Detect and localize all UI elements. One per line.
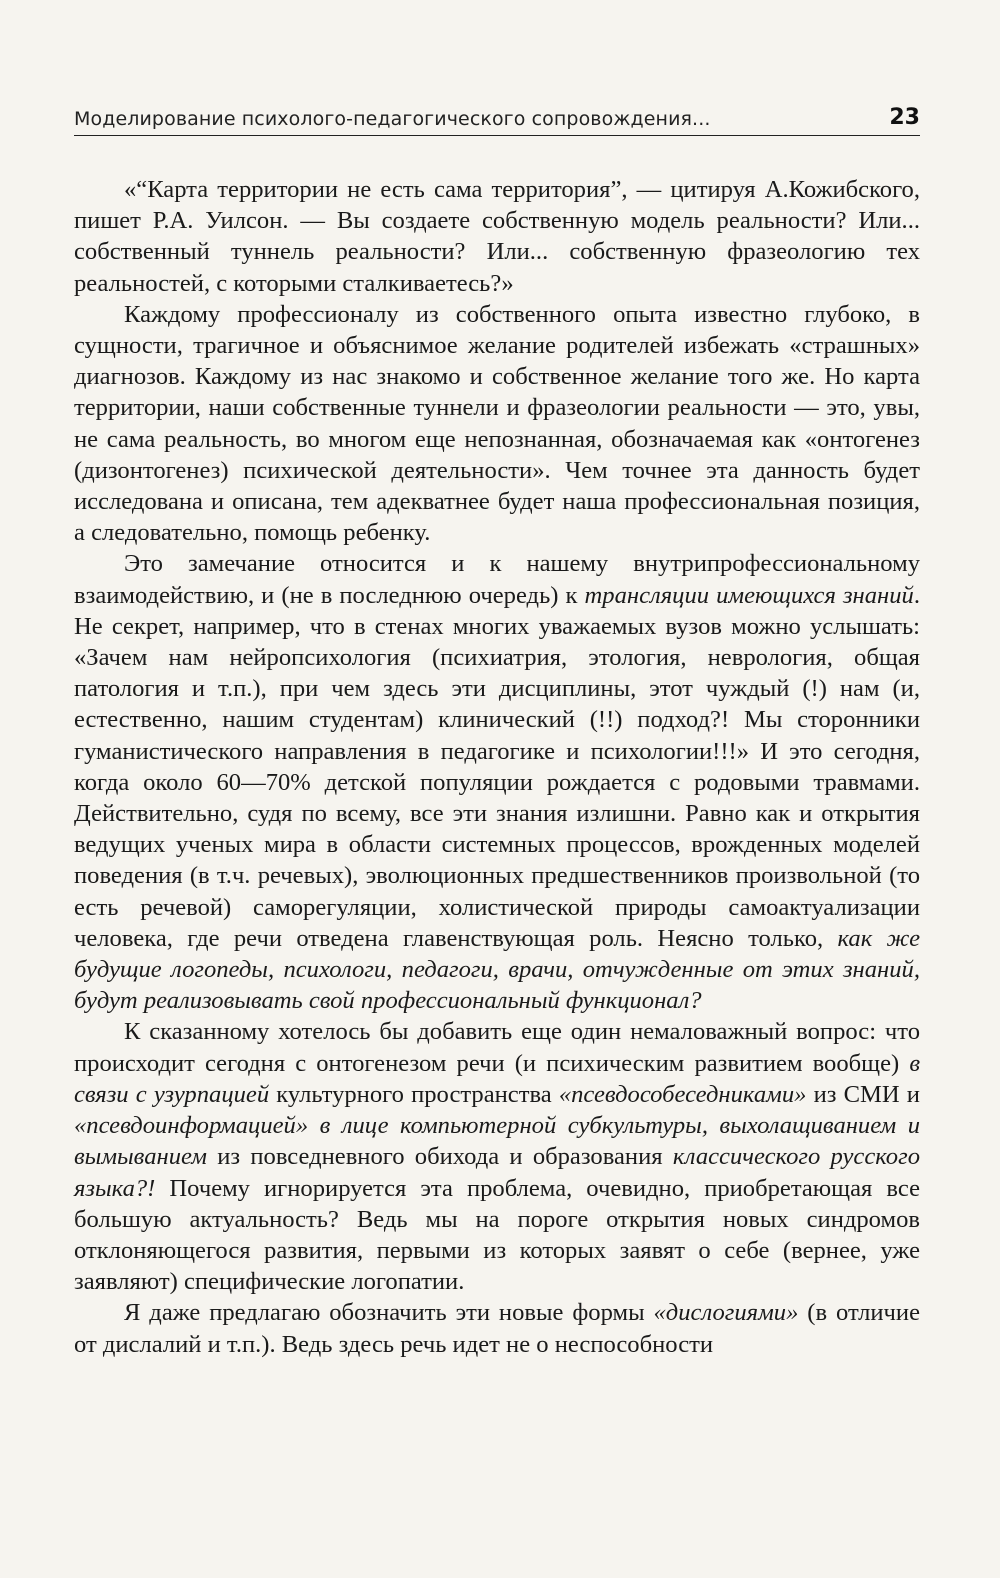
text-run: Я даже предлагаю обозначить эти новые формы xyxy=(124,1299,654,1327)
text-run: Каждому профессионалу из собственного опыта известно глубоко, в сущности, трагичное и объяснимое желание родителей избежать «страшных» диагнозов. Каждому из нас знакомо и собственное желание того же. Но карта территории, наши собственные туннели и фразеологии реальности — это, увы, не сама реальность, во многом еще непознанная, обозначаемая как «онтогенез (дизонтогенез) психической деятельности». Чем точнее эта данность будет исследована и описана, тем адекватнее будет наша профессиональная позиция, а следовательно, помощь ребенку. xyxy=(74,300,920,547)
italic-run: в связи с узурпацией xyxy=(74,1049,920,1108)
paragraph-2 xyxy=(74,299,920,549)
paragraph-5 xyxy=(74,1297,920,1359)
paragraph-1 xyxy=(74,174,920,299)
italic-run: «дислогиями» xyxy=(653,1299,799,1327)
italic-run: как же будущие логопеды, психологи, педагоги, врачи, отчужденные от этих знаний, будут реализовывать свой профессиональный функционал? xyxy=(74,924,921,1015)
text-run: Это замечание относится и к нашему внутрипрофессиональному взаимодействию, и (не в последнюю очередь) к xyxy=(74,550,920,609)
text-run: (в отличие от дислалий и т.п.). Ведь здесь речь идет не о неспособности xyxy=(74,1299,920,1358)
paragraph-4 xyxy=(74,1016,920,1297)
italic-run: «псевдоинформацией» в лице компьютерной субкультуры, выхолащиванием и вымыванием xyxy=(74,1112,920,1171)
text-run: Почему игнорируется эта проблема, очевидно, приобретающая все большую актуальность? Ведь мы на пороге открытия новых синдромов отклоняющегося развития, первыми из которых заявят о себе (вернее, уже заявляют) специфические логопатии. xyxy=(74,1174,920,1296)
text-run: «“Карта территории не есть сама территория”, — цитируя А.Кожибского, пишет Р.А. Уилсон. — Вы создаете собственную модель реальности? Или... собственный туннель реальности? Или... собственную фразеологию тех реальностей, с которыми сталкиваетесь?» xyxy=(74,176,920,297)
running-title: Моделирование психолого-педагогического сопровождения... xyxy=(74,108,711,130)
book-page xyxy=(74,96,920,1360)
text-run: культурного пространства xyxy=(269,1080,559,1108)
text-run: из повседневного обихода и образования xyxy=(206,1143,673,1171)
text-run: К сказанному хотелось бы добавить еще один немаловажный вопрос: что происходит сегодня с онтогенезом речи (и психическим развитием вообще) xyxy=(74,1018,920,1077)
text-run: . Не секрет, например, что в стенах многих уважаемых вузов можно услышать: «Зачем нам нейропсихология (психиатрия, этология, неврология, общая патология и т.п.), при чем здесь эти дисциплины, этот чуждый (!) нам (и, естественно, нашим студентам) клинический (!!) подход?! Мы сторонники гуманистического направления в педагогике и психологии!!!» И это сегодня, когда около 60—70% детской популяции рождается с родовыми травмами. Действительно, судя по всему, все эти знания излишни. Равно как и открытия ведущих ученых мира в области системных процессов, врожденных моделей поведения (в т.ч. речевых), эволюционных предшественников произвольной (то есть речевой) саморегуляции, холистической природы самоактуализации человека, где речи отведена главенствующая роль. Неясно только, xyxy=(74,581,920,952)
page-number: 23 xyxy=(889,105,920,130)
paragraph-3 xyxy=(74,548,920,1016)
running-header xyxy=(74,96,920,136)
italic-run: «псевдособеседниками» xyxy=(558,1080,807,1108)
italic-run: трансляции имеющихся знаний xyxy=(584,581,914,609)
text-run: из СМИ и xyxy=(806,1080,920,1108)
body-text xyxy=(74,174,920,1360)
italic-run: классического русского языка?! xyxy=(74,1143,920,1202)
